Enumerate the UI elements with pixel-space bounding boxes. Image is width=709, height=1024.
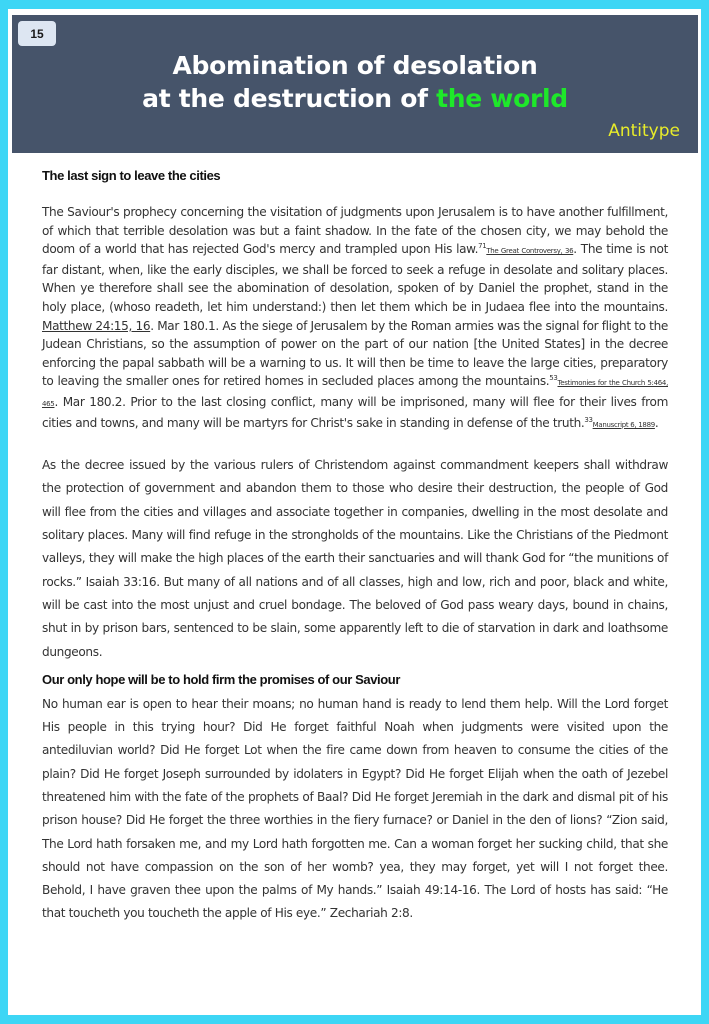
paragraph-decree: As the decree issued by the various rulers of Christendom against commandment keepers shall withdraw the protection of government and abandon them to those who desire their destruction, the people of God will flee from the cities and villages and associate together in companies, dwelling in the most desolate and solitary places. Many will find refuge in the strongholds of the mountains. Like the Christians of the Piedmont valleys, they will make the high places of the earth their sanctuaries and will thank God for “the munitions of rocks.” Isaiah 33:16. But many of all nations and of all classes, high and low, rich and poor, black and white, will be cast into the most unjust and cruel bondage. The beloved of God pass weary days, bound in chains, shut in by prison bars, sentenced to be slain, some apparently left to die of starvation in dark and loathsome dungeons. bbox=[42, 458, 668, 659]
text-run: . Mar 180.1. As the siege of Jerusalem by the Roman armies was the signal for flight to the Judean Christians, so the assumption of power on the part of our nation [the United States] in the decree enforcing the papal sabbath will be a warning to us. It will then be time to leave the large cities, preparatory to leaving the smaller ones for retired homes in secluded places among the mountains. bbox=[42, 318, 668, 389]
text-run: . Mar 180.2. Prior to the last closing conflict, many will be imprisoned, many will flee for their lives from cities and towns, and many will be martyrs for Christ's sake in standing in defense of the truth. bbox=[42, 394, 668, 430]
paragraph-no-human-ear: No human ear is open to hear their moans; no human hand is ready to lend them help. Will the Lord forget His people in this trying hour? Did He forget faithful Noah when judgments were visited upon the antediluvian world? Did He forget Lot when the fire came down from heaven to consume the cities of the plain? Did He forget Joseph surrounded by idolaters in Egypt? Did He forget Elijah when the oath of Jezebel threatened him with the fate of the prophets of Baal? Did He forget Jeremiah in the dark and dismal pit of his prison house? Did He forget the three worthies in the fiery furnace? or Daniel in the den of lions? “Zion said, The Lord hath forsaken me, and my Lord hath forgotten me. Can a woman forget her sucking child, that she should not have compassion on the son of her womb? yea, they may forget, yet will I not forget thee. Behold, I have graven thee upon the palms of My hands.” Isaiah 49:14-16. The Lord of hosts has said: “He that toucheth you toucheth the apple of His eye.” Zechariah 2:8. bbox=[42, 696, 668, 921]
section-heading-only-hope: Our only hope will be to hold firm the promises of our Saviour bbox=[42, 671, 401, 687]
text-run: The Saviour's prophecy concerning the visitation of judgments upon Jerusalem is to have another fulfillment, of which that terrible desolation was but a faint shadow. In the fate of the chosen city, we may behold the doom of a world that has rejected God's mercy and trampled upon His law. bbox=[42, 205, 668, 257]
title-line-2 bbox=[12, 82, 698, 115]
footnote-number: 53 bbox=[549, 374, 558, 383]
subtitle-antitype: Antitype bbox=[608, 121, 680, 141]
document-body bbox=[42, 168, 668, 926]
scripture-link-matthew[interactable]: Matthew 24:15, 16 bbox=[42, 318, 151, 333]
header-banner bbox=[12, 15, 698, 153]
paragraph-saviours-prophecy bbox=[42, 203, 668, 434]
title-line-1: Abomination of desolation bbox=[172, 51, 538, 80]
page-number-badge: 15 bbox=[18, 21, 56, 46]
title-highlight: the world bbox=[436, 84, 568, 113]
text-run: . The time is not far distant, when, like the early disciples, we shall be forced to seek a refuge in desolate and solitary places. When ye therefore shall see the abomination of desolation, spoken of by Daniel the prophet, stand in the holy place, (whoso readeth, let him understand:) then let them which be in Judaea flee into the mountains. bbox=[42, 242, 668, 314]
page-title bbox=[12, 49, 698, 115]
footnote-link-manuscript[interactable]: Manuscript 6, 1889 bbox=[592, 420, 655, 429]
footnote-number: 33 bbox=[584, 415, 593, 424]
section-heading-last-sign: The last sign to leave the cities bbox=[42, 168, 221, 183]
footnote-number: 71 bbox=[478, 242, 487, 251]
footnote-link-great-controversy[interactable]: The Great Controversy, 36 bbox=[486, 247, 574, 256]
text-run: . bbox=[654, 415, 659, 430]
title-line-2-prefix: at the destruction of bbox=[142, 84, 437, 113]
footnote-link-testimonies[interactable]: Testimonies for the Church 5:464, 465 bbox=[42, 379, 668, 408]
